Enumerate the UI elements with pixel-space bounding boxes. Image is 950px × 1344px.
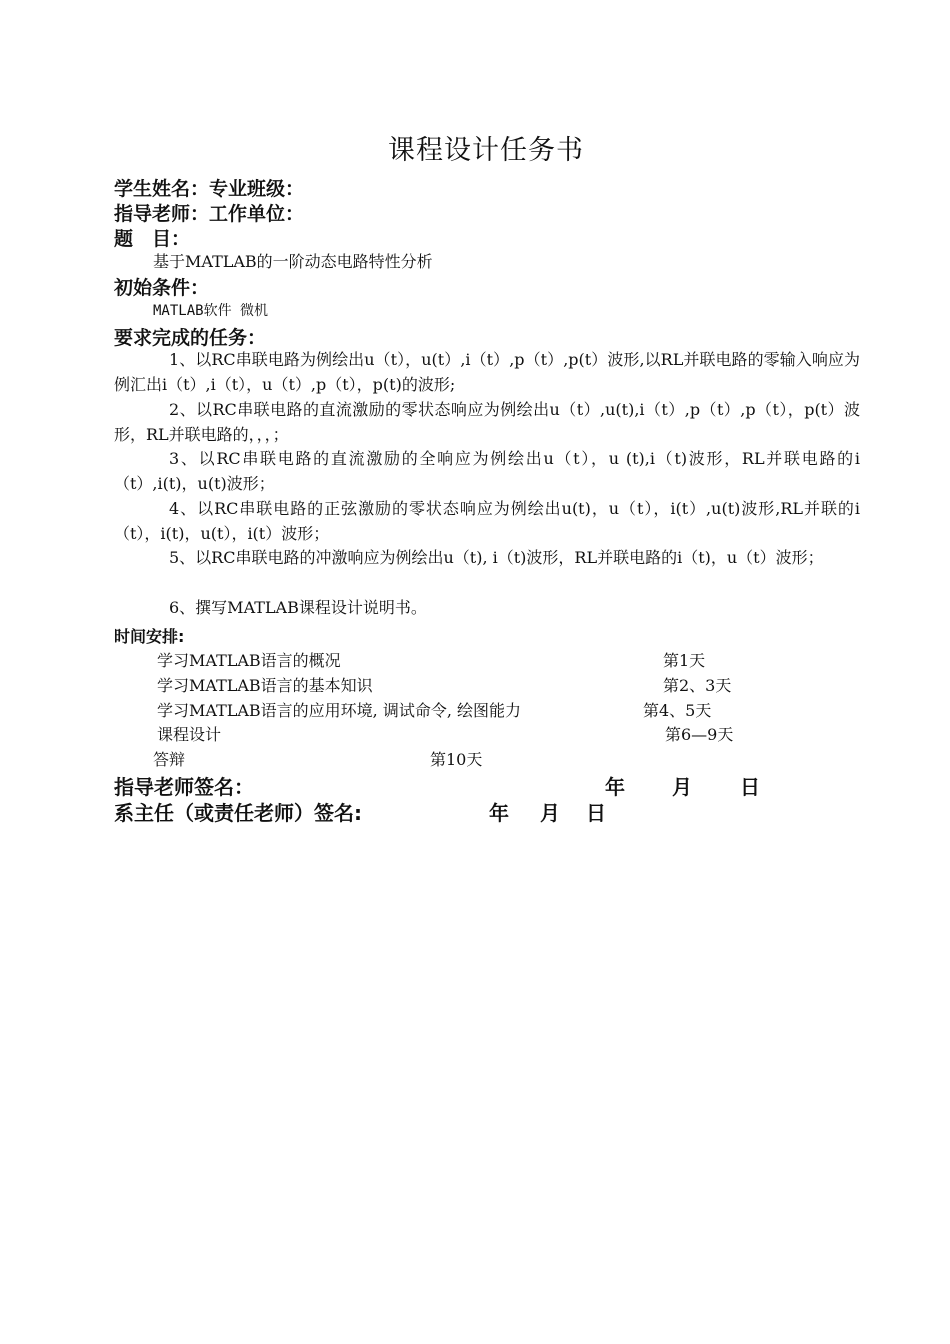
teacher-sign-day: 日 [740,775,760,799]
task-item-6: 6、撰写MATLAB课程设计说明书。 [169,598,427,617]
task-item-4: 4、以RC串联电路的正弦激励的零状态响应为例绘出u(t)，u（t），i(t）,u(t)波形,RL并联的i（t），i(t)，u(t），i(t）波形； [114,499,860,543]
conditions-label: 初始条件： [114,277,210,299]
teacher-sign-month: 月 [672,775,692,799]
schedule-label: 时间安排: [114,627,185,646]
task-item-3: 3、以RC串联电路的直流激励的全响应为例绘出u（t），u (t),i（t)波形，RL并联电路的i（t）,i(t)，u(t)波形； [114,449,860,493]
task-item-5: 5、以RC串联电路的冲激响应为例绘出u（t), i（t)波形，RL并联电路的i（t)，u（t）波形； [169,548,824,567]
director-sign-day: 日 [586,801,606,825]
tasks-label: 要求完成的任务： [114,327,267,349]
schedule-time: 第1天 [663,651,706,670]
schedule-time: 第4、5天 [643,701,712,720]
teacher-signature-label: 指导老师签名： [114,775,254,799]
director-sign-year: 年 [489,801,509,825]
teacher-sign-year: 年 [605,775,625,799]
conditions-value: MATLAB软件 微机 [153,303,269,319]
schedule-task: 学习MATLAB语言的概况 [157,651,341,670]
task-item-2: 2、以RC串联电路的直流激励的零状态响应为例绘出u（t）,u(t),i（t）,p（t）,p（t），p(t）波形，RL并联电路的，，，； [114,400,860,444]
document-title: 课程设计任务书 [388,135,584,166]
schedule-task: 学习MATLAB语言的基本知识 [157,676,373,695]
schedule-time: 第2、3天 [663,676,732,695]
task-item-1: 1、以RC串联电路为例绘出u（t），u(t）,i（t）,p（t）,p(t）波形,以RL并联电路的零输入响应为例汇出i（t）,i（t），u（t）,p（t），p(t)的波形; [114,350,860,394]
topic-value: 基于MATLAB的一阶动态电路特性分析 [153,252,433,271]
director-signature-label: 系主任（或责任老师）签名: [114,801,362,825]
schedule-task: 答辩 [153,750,186,769]
teacher-info-line: 指导老师：工作单位： [114,203,305,225]
schedule-time: 第6—9天 [665,725,734,744]
student-info-line: 学生姓名：专业班级： [114,178,305,200]
topic-label: 题 目： [114,228,191,250]
schedule-task: 课程设计 [157,725,222,744]
director-sign-month: 月 [540,801,560,825]
schedule-time: 第10天 [430,750,483,769]
schedule-task: 学习MATLAB语言的应用环境, 调试命令, 绘图能力 [157,701,522,720]
